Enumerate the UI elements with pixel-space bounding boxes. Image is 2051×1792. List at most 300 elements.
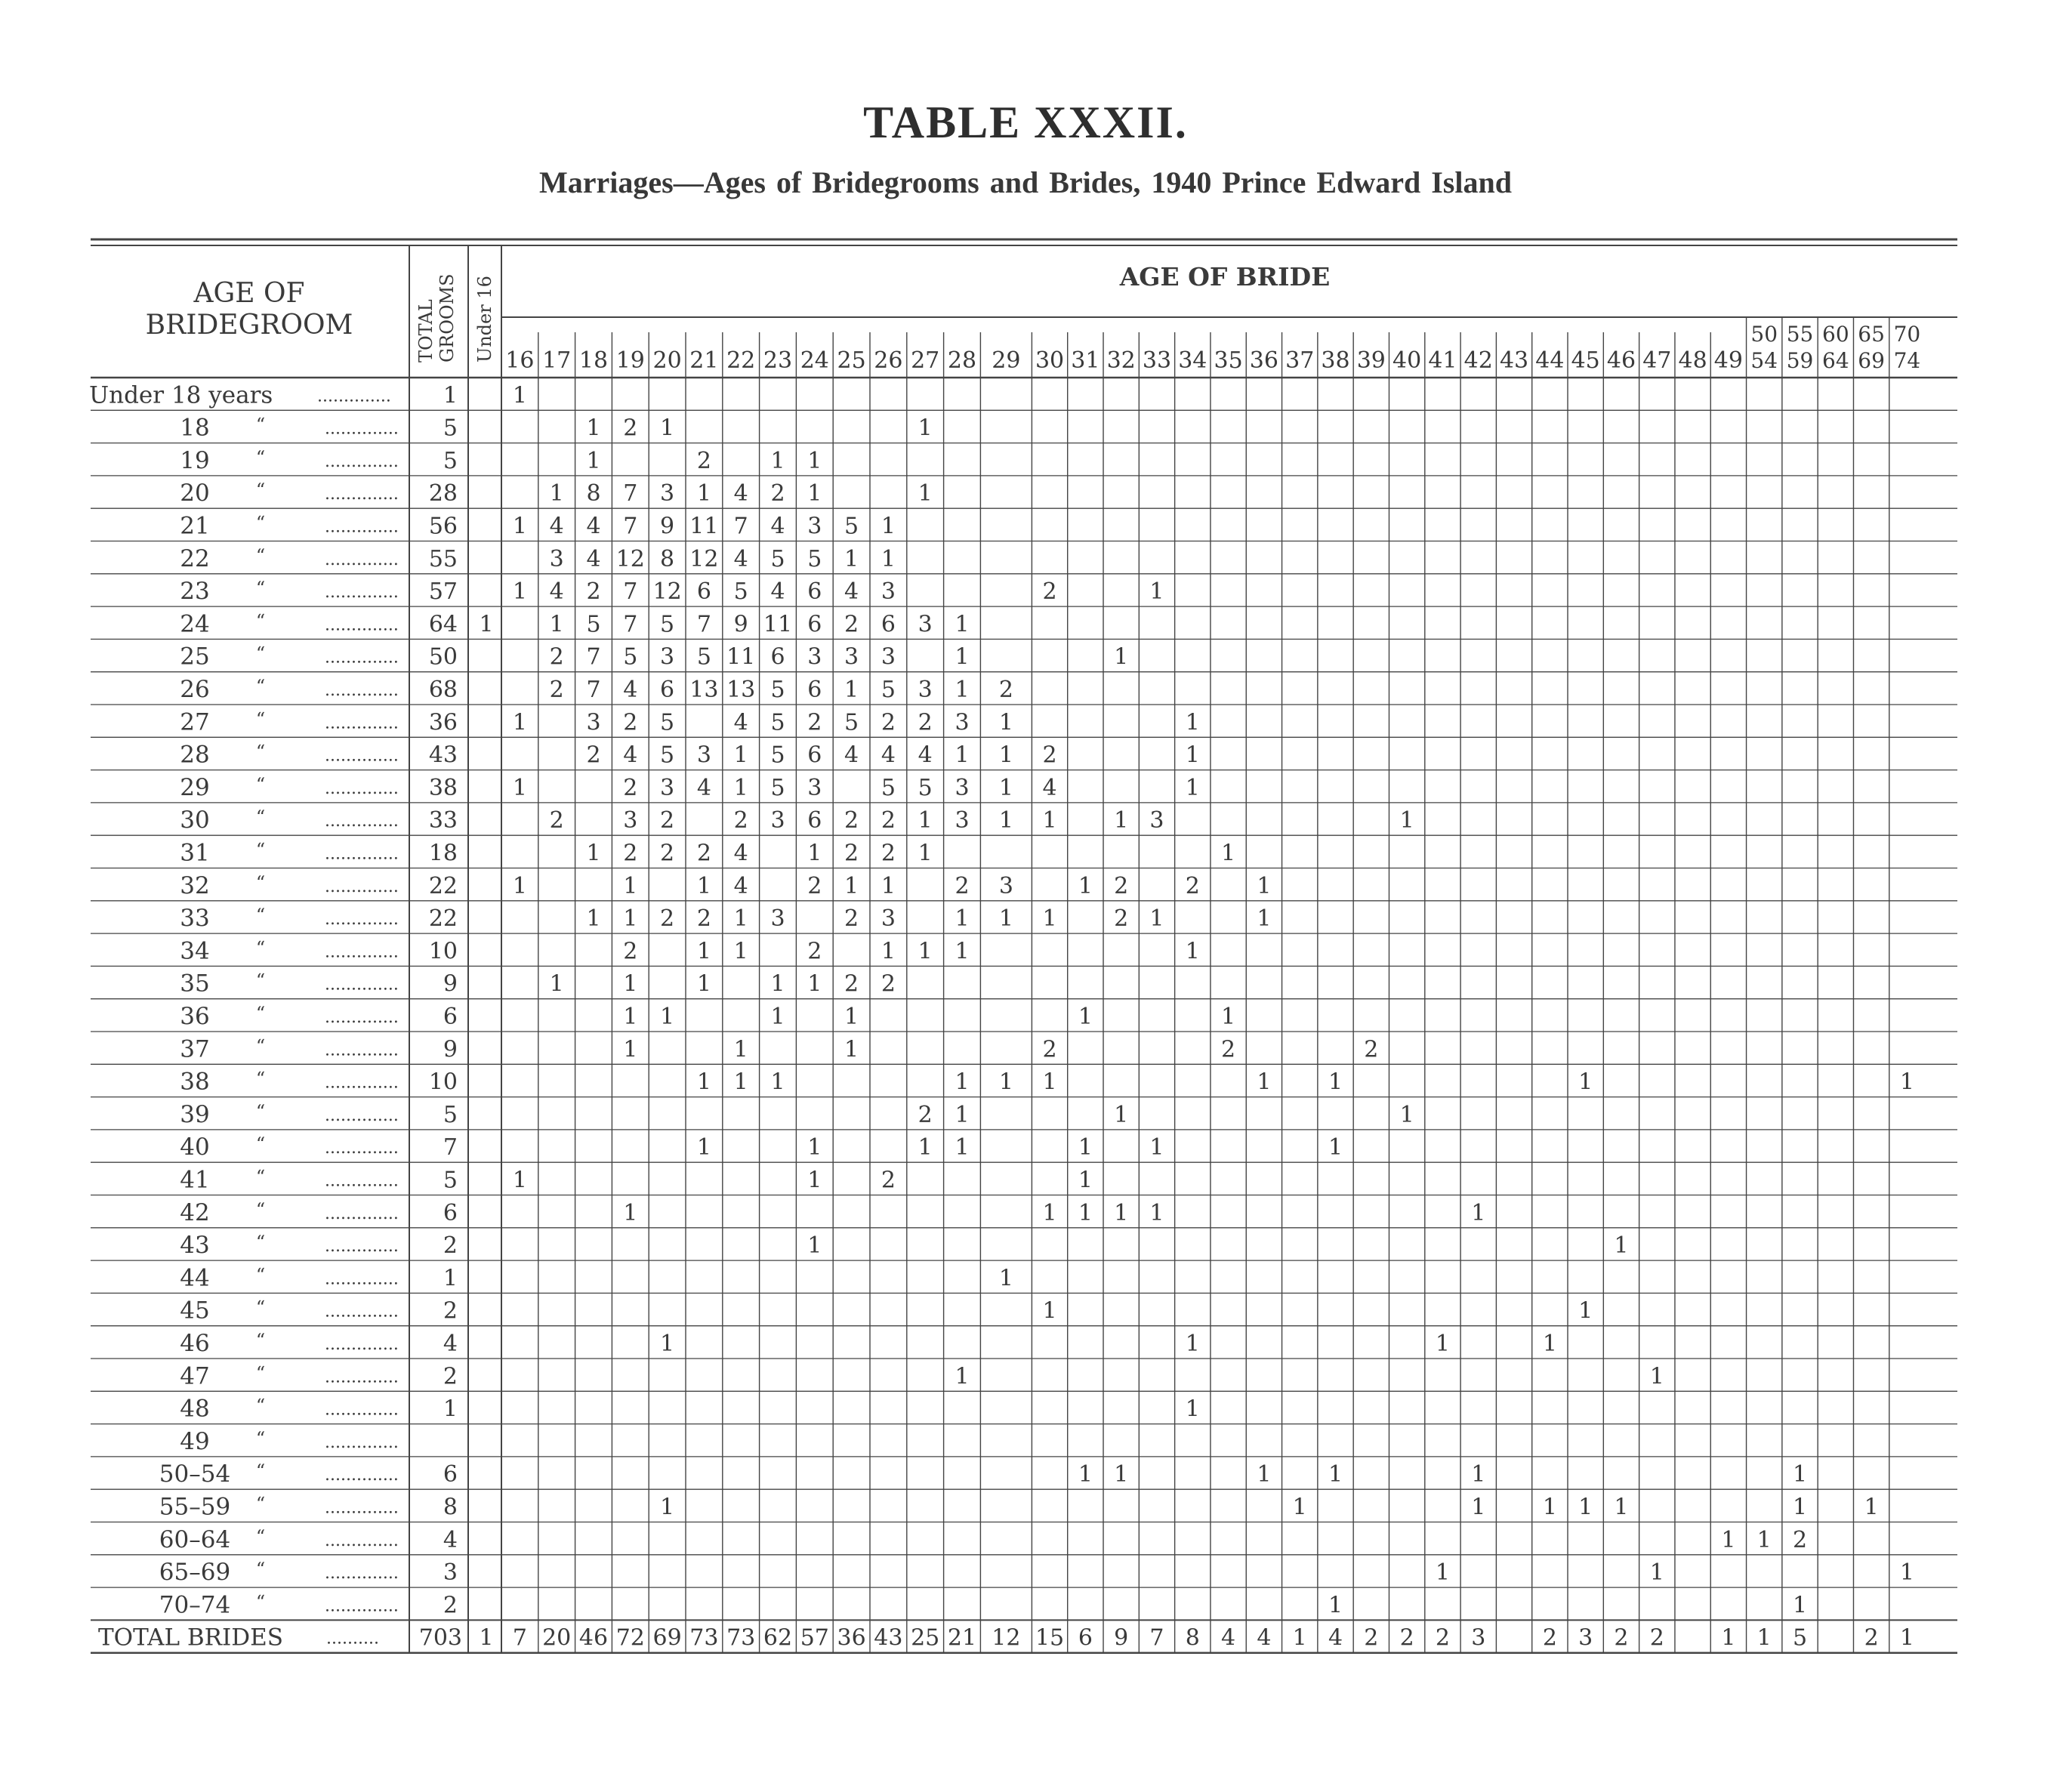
cell-value: 3 xyxy=(955,709,970,736)
cell-value: 5 xyxy=(733,578,748,606)
cell-value: 3 xyxy=(807,513,822,540)
cell-value: 2 xyxy=(660,905,675,933)
cell-value: 1 xyxy=(623,1004,638,1030)
total-brides-cell: 69 xyxy=(652,1624,682,1652)
groom-age-label: 35 xyxy=(180,970,210,998)
total-grooms-value: 7 xyxy=(443,1134,458,1161)
cell-value: 1 xyxy=(918,480,933,507)
groom-age-label: 48 xyxy=(180,1395,210,1423)
total-brides-cell: 2 xyxy=(1435,1624,1450,1652)
total-grooms-value: 28 xyxy=(428,480,458,507)
cell-value: 1 xyxy=(770,1069,785,1096)
ditto-mark: “ xyxy=(255,1493,266,1515)
total-grooms-value: 43 xyxy=(428,742,458,769)
cell-value: 2 xyxy=(623,774,638,801)
table-row xyxy=(180,1264,1013,1291)
total-grooms-value: 6 xyxy=(443,1199,458,1226)
cell-value: 1 xyxy=(1542,1331,1557,1357)
cell-value: 1 xyxy=(1185,1331,1200,1357)
total-grooms-value: 38 xyxy=(428,774,458,801)
cell-value: 1 xyxy=(955,742,970,769)
cell-value: 5 xyxy=(881,774,896,801)
groom-age-label: 55–59 xyxy=(159,1493,231,1521)
total-brides-cell: 20 xyxy=(542,1624,572,1652)
bride-age-col-header: 70 xyxy=(1893,322,1921,347)
total-brides-cell: 21 xyxy=(947,1624,977,1652)
total-grooms-value: 55 xyxy=(428,545,458,572)
bride-age-col-header: 40 xyxy=(1393,347,1422,374)
cell-value: 7 xyxy=(623,611,638,638)
cell-value: 2 xyxy=(549,643,564,671)
cell-value: 6 xyxy=(660,677,675,703)
cell-value: 5 xyxy=(696,643,711,671)
groom-age-label: 18 xyxy=(180,414,210,442)
cell-value: 3 xyxy=(881,905,896,933)
cell-value: 1 xyxy=(955,1363,970,1390)
cell-value: 1 xyxy=(807,447,822,474)
cell-value: 3 xyxy=(660,480,675,507)
total-grooms-value: 5 xyxy=(443,1101,458,1128)
cell-value: 1 xyxy=(1721,1526,1736,1553)
ditto-mark: “ xyxy=(255,480,266,501)
table-row xyxy=(180,937,1200,964)
cell-value: 7 xyxy=(623,513,638,540)
cell-value: 1 xyxy=(1042,1069,1057,1096)
cell-value: 1 xyxy=(1471,1461,1486,1488)
total-brides-cell: 8 xyxy=(1185,1624,1200,1652)
cell-value: 1 xyxy=(998,709,1013,736)
cell-value: 1 xyxy=(1399,1101,1414,1128)
cell-value: 1 xyxy=(733,1069,748,1096)
ditto-mark: “ xyxy=(255,1100,266,1122)
table-row xyxy=(180,480,932,507)
cell-value: 3 xyxy=(807,643,822,671)
cell-value: 1 xyxy=(998,905,1013,933)
total-brides-cell: 25 xyxy=(911,1624,940,1652)
table-row xyxy=(180,1167,1093,1194)
cell-value: 12 xyxy=(615,545,645,572)
total-grooms-value: 5 xyxy=(443,415,458,442)
leader-dots: .............. xyxy=(325,1498,399,1518)
cell-value: 2 xyxy=(1185,872,1200,899)
total-grooms-value: 57 xyxy=(428,578,458,606)
cell-value: 2 xyxy=(881,709,896,736)
table-row xyxy=(180,1428,399,1455)
cell-value: 3 xyxy=(660,774,675,801)
total-brides-cell: 7 xyxy=(512,1624,527,1652)
bride-age-col-header: 36 xyxy=(1249,347,1278,374)
ditto-mark: “ xyxy=(255,839,266,861)
cell-value: 1 xyxy=(1114,807,1129,834)
cell-value: 1 xyxy=(918,840,933,867)
cell-value: 1 xyxy=(955,905,970,933)
cell-value: 4 xyxy=(696,774,711,801)
table-row xyxy=(180,1035,1378,1063)
leader-dots: .............. xyxy=(325,517,399,537)
total-brides-cell: 15 xyxy=(1035,1624,1065,1652)
total-grooms-value: 64 xyxy=(428,611,458,638)
cell-value: 1 xyxy=(918,1134,933,1161)
ditto-mark: “ xyxy=(255,1362,266,1384)
total-grooms-value: 56 xyxy=(428,513,458,540)
groom-header-line1: AGE OF xyxy=(193,278,305,309)
cell-value: 1 xyxy=(586,905,601,933)
groom-age-label: 39 xyxy=(180,1100,210,1128)
bride-age-column-headers xyxy=(505,322,1920,374)
cell-value: 3 xyxy=(918,611,933,638)
ditto-mark: “ xyxy=(255,741,266,763)
cell-value: 1 xyxy=(1471,1494,1486,1521)
bride-age-col-header: 18 xyxy=(578,347,609,374)
cell-value: 1 xyxy=(844,1004,859,1030)
bride-age-col-header: 60 xyxy=(1822,322,1849,347)
total-brides-cell: 2 xyxy=(1542,1624,1557,1652)
leader-dots: .............. xyxy=(325,844,399,864)
ditto-mark: “ xyxy=(255,708,266,730)
groom-age-label: 38 xyxy=(180,1068,210,1096)
cell-value: 1 xyxy=(1185,742,1200,769)
cell-value: 6 xyxy=(807,742,822,769)
total-grooms-value: 9 xyxy=(443,970,458,998)
cell-value: 2 xyxy=(733,807,748,834)
cell-value: 2 xyxy=(844,840,859,867)
table-row xyxy=(180,1396,1200,1423)
groom-age-label: 19 xyxy=(180,446,210,474)
groom-age-label: 50–54 xyxy=(159,1460,231,1488)
cell-value: 1 xyxy=(955,938,970,965)
cell-value: 3 xyxy=(844,643,859,671)
cell-value: 3 xyxy=(998,872,1013,899)
ditto-mark: “ xyxy=(255,1166,266,1188)
cell-value: 2 xyxy=(660,807,675,834)
under16-total: 1 xyxy=(479,1624,494,1652)
leader-dots: .............. xyxy=(325,1171,399,1191)
cell-value: 1 xyxy=(1257,872,1272,899)
groom-age-label: 31 xyxy=(180,839,210,867)
bride-age-col-header: 16 xyxy=(505,347,535,374)
cell-value: 1 xyxy=(998,774,1013,801)
cell-value: 4 xyxy=(623,677,638,703)
bride-age-col-header: 65 xyxy=(1858,322,1885,347)
cell-value: 5 xyxy=(770,709,785,736)
cell-value: 6 xyxy=(807,611,822,638)
cell-value: 1 xyxy=(733,938,748,965)
bride-age-col-header: 24 xyxy=(800,347,829,374)
cell-value: 4 xyxy=(733,545,748,572)
ditto-mark: “ xyxy=(255,1035,266,1057)
cell-value: 1 xyxy=(733,1036,748,1063)
bride-age-col-header: 26 xyxy=(874,347,903,374)
groom-age-label: 25 xyxy=(180,643,210,671)
bride-age-col-header: 31 xyxy=(1071,347,1100,374)
bride-age-col-header: 69 xyxy=(1858,348,1885,373)
cell-value: 4 xyxy=(549,578,564,606)
cell-value: 1 xyxy=(1578,1069,1593,1096)
table-row xyxy=(89,381,527,409)
table-row xyxy=(159,1494,1879,1521)
bride-age-col-header: 33 xyxy=(1142,347,1172,374)
total-grooms-value: 4 xyxy=(443,1331,458,1357)
bride-age-col-header: 25 xyxy=(837,347,866,374)
total-grooms-value: 2 xyxy=(443,1363,458,1390)
leader-dots: .............. xyxy=(325,1204,399,1223)
cell-value: 1 xyxy=(844,1036,859,1063)
totals-label: TOTAL BRIDES xyxy=(98,1624,283,1652)
total-brides-cell: 1 xyxy=(1292,1624,1307,1652)
bride-age-col-header: 27 xyxy=(911,347,940,374)
cell-value: 1 xyxy=(1078,1461,1093,1488)
table-row xyxy=(180,1297,1593,1325)
cell-value: 7 xyxy=(586,643,601,671)
leader-dots: .............. xyxy=(325,942,399,962)
bride-age-col-header: 46 xyxy=(1606,347,1636,374)
cell-value: 11 xyxy=(689,513,719,540)
bride-age-header: AGE OF BRIDE xyxy=(1119,262,1331,291)
leader-dots: .............. xyxy=(317,387,391,406)
cell-value: 1 xyxy=(549,970,564,998)
cell-value: 1 xyxy=(1185,774,1200,801)
total-brides-cell: 43 xyxy=(874,1624,903,1652)
ditto-mark: “ xyxy=(255,807,266,828)
bride-age-col-header: 43 xyxy=(1499,347,1529,374)
groom-age-label: 65–69 xyxy=(159,1559,231,1587)
cell-value: 4 xyxy=(881,742,896,769)
cell-value: 1 xyxy=(1649,1363,1664,1390)
total-grooms-value: 2 xyxy=(443,1297,458,1325)
cell-value: 4 xyxy=(733,709,748,736)
cell-value: 6 xyxy=(807,807,822,834)
cell-value: 1 xyxy=(1471,1199,1486,1226)
cell-value: 7 xyxy=(623,578,638,606)
cell-value: 2 xyxy=(844,611,859,638)
table-row xyxy=(180,1232,1628,1259)
cell-value: 12 xyxy=(689,545,719,572)
cell-value: 5 xyxy=(844,709,859,736)
cell-value: 1 xyxy=(1114,643,1129,671)
leader-dots: .............. xyxy=(325,1269,399,1289)
groom-age-label: 42 xyxy=(180,1198,210,1226)
groom-age-label: 33 xyxy=(180,905,210,933)
cell-value: 1 xyxy=(1078,1199,1093,1226)
cell-value: 4 xyxy=(733,872,748,899)
cell-value: 1 xyxy=(1078,1167,1093,1194)
leader-dots: .............. xyxy=(325,1139,399,1158)
cell-value: 5 xyxy=(770,677,785,703)
cell-value: 1 xyxy=(955,1134,970,1161)
cell-value: 1 xyxy=(512,774,527,801)
bride-age-col-header: 17 xyxy=(542,347,572,374)
cell-value: 1 xyxy=(1185,709,1200,736)
total-grooms-value: 6 xyxy=(443,1461,458,1488)
leader-dots: .............. xyxy=(325,975,399,995)
groom-age-label: 47 xyxy=(180,1362,210,1390)
cell-value: 5 xyxy=(770,774,785,801)
total-brides-cell: 3 xyxy=(1578,1624,1593,1652)
cell-value: 2 xyxy=(918,709,933,736)
cell-value: 2 xyxy=(623,709,638,736)
cell-value: 4 xyxy=(586,545,601,572)
cell-value: 5 xyxy=(660,742,675,769)
cell-value: 11 xyxy=(726,643,756,671)
total-grooms-value: 10 xyxy=(428,938,458,965)
cell-value: 5 xyxy=(918,774,933,801)
cell-value: 1 xyxy=(955,1101,970,1128)
cell-value: 6 xyxy=(881,611,896,638)
cell-value: 2 xyxy=(844,970,859,998)
cell-value: 1 xyxy=(1328,1461,1343,1488)
cell-value: 1 xyxy=(998,1265,1013,1292)
leader-dots: .............. xyxy=(325,485,399,504)
total-grooms-value: 68 xyxy=(428,677,458,703)
cell-value: 2 xyxy=(881,840,896,867)
cell-value: 3 xyxy=(696,742,711,769)
cell-value: 1 xyxy=(1578,1297,1593,1325)
cell-value: 1 xyxy=(512,513,527,540)
bride-age-col-header: 44 xyxy=(1535,347,1565,374)
total-brides-cell: 36 xyxy=(837,1624,866,1652)
cell-value: 4 xyxy=(844,742,859,769)
cell-value: 1 xyxy=(1149,578,1164,606)
ditto-mark: “ xyxy=(255,446,266,468)
cell-value: 1 xyxy=(1185,1396,1200,1423)
cell-value: 1 xyxy=(1149,905,1164,933)
cell-value: 1 xyxy=(955,643,970,671)
total-grooms-value: 2 xyxy=(443,1232,458,1260)
cell-value: 3 xyxy=(1149,807,1164,834)
leader-dots: .............. xyxy=(325,1466,399,1485)
cell-value: 1 xyxy=(1114,1461,1129,1488)
groom-age-label: 60–64 xyxy=(159,1525,231,1553)
total-grooms-value: 5 xyxy=(443,1167,458,1194)
leader-dots: .............. xyxy=(325,1596,399,1616)
total-brides-cell: 2 xyxy=(1614,1624,1629,1652)
leader-dots: .......... xyxy=(326,1629,379,1649)
cell-value: 6 xyxy=(770,643,785,671)
cell-value: 1 xyxy=(1078,1134,1093,1161)
cell-value: 7 xyxy=(696,611,711,638)
cell-value: 13 xyxy=(689,677,719,703)
bride-age-col-header: 39 xyxy=(1356,347,1386,374)
cell-value: 1 xyxy=(1792,1494,1808,1521)
cell-value: 1 xyxy=(1792,1461,1808,1488)
total-brides-cell: 12 xyxy=(992,1624,1021,1652)
total-grooms-header-line1: TOTAL xyxy=(415,299,436,362)
leader-dots: .............. xyxy=(325,779,399,798)
cell-value: 1 xyxy=(696,872,711,899)
groom-age-label: 70–74 xyxy=(159,1591,231,1619)
total-grooms-value: 9 xyxy=(443,1036,458,1063)
total-brides-cell: 1 xyxy=(1721,1624,1736,1652)
leader-dots: .............. xyxy=(325,419,399,439)
cell-value: 1 xyxy=(770,447,785,474)
ditto-mark: “ xyxy=(255,610,266,632)
cell-value: 5 xyxy=(586,611,601,638)
bride-age-col-header: 34 xyxy=(1178,347,1207,374)
total-grooms-value: 18 xyxy=(428,840,458,867)
leader-dots: .............. xyxy=(325,648,399,668)
leader-dots: .............. xyxy=(325,583,399,603)
cell-value: 2 xyxy=(844,807,859,834)
cell-value: 1 xyxy=(549,611,564,638)
leader-dots: .............. xyxy=(325,910,399,930)
cell-value: 2 xyxy=(918,1101,933,1128)
cell-value: 1 xyxy=(1292,1494,1307,1521)
table-row xyxy=(180,708,1200,736)
groom-age-label: 32 xyxy=(180,871,210,899)
cell-value: 1 xyxy=(586,415,601,442)
cell-value: 5 xyxy=(660,709,675,736)
leader-dots: .............. xyxy=(325,1433,399,1452)
total-grooms-value: 2 xyxy=(443,1592,458,1619)
bride-age-col-header: 50 xyxy=(1750,322,1778,347)
cell-value: 3 xyxy=(660,643,675,671)
cell-value: 4 xyxy=(844,578,859,606)
ditto-mark: “ xyxy=(255,1559,266,1581)
bride-age-col-header: 30 xyxy=(1035,347,1065,374)
cell-value: 4 xyxy=(733,480,748,507)
cell-value: 1 xyxy=(1649,1559,1664,1587)
cell-value: 3 xyxy=(881,643,896,671)
bride-age-col-header: 22 xyxy=(726,347,756,374)
table-row xyxy=(180,1133,1343,1161)
cell-value: 1 xyxy=(844,545,859,572)
cell-value: 1 xyxy=(1614,1232,1629,1260)
cell-value: 1 xyxy=(1042,1297,1057,1325)
cell-value: 7 xyxy=(733,513,748,540)
cell-value: 1 xyxy=(660,1331,675,1357)
total-grooms-value: 10 xyxy=(428,1069,458,1096)
total-brides-cell: 1 xyxy=(1756,1624,1772,1652)
ditto-mark: “ xyxy=(255,643,266,665)
cell-value: 2 xyxy=(586,578,601,606)
cell-value: 1 xyxy=(807,1232,822,1260)
ditto-mark: “ xyxy=(255,1003,266,1024)
cell-value: 1 xyxy=(1078,1004,1093,1030)
leader-dots: .............. xyxy=(325,1335,399,1354)
total-brides-cell: 1 xyxy=(1899,1624,1914,1652)
cell-value: 4 xyxy=(549,513,564,540)
total-brides-cell: 62 xyxy=(763,1624,793,1652)
cell-value: 2 xyxy=(696,840,711,867)
cell-value: 5 xyxy=(881,677,896,703)
ditto-mark: “ xyxy=(255,578,266,600)
table-row xyxy=(180,676,1013,703)
bride-age-col-header: 48 xyxy=(1678,347,1707,374)
bride-age-col-header: 74 xyxy=(1893,348,1921,373)
table-row xyxy=(180,1069,1914,1096)
cell-value: 1 xyxy=(1185,938,1200,965)
groom-age-label: 28 xyxy=(180,741,210,769)
cell-value: 2 xyxy=(807,872,822,899)
cell-value: 3 xyxy=(807,774,822,801)
cell-value: 6 xyxy=(807,677,822,703)
bride-age-col-header: 37 xyxy=(1285,347,1315,374)
cell-value: 8 xyxy=(660,545,675,572)
table-subtitle: Marriages—Ages of Bridegrooms and Brides, 1940 Prince Edward Island xyxy=(539,165,1512,199)
ditto-mark: “ xyxy=(255,676,266,697)
cell-value: 1 xyxy=(1149,1199,1164,1226)
cell-value: 1 xyxy=(1078,872,1093,899)
cell-value: 1 xyxy=(1257,1069,1272,1096)
cell-value: 1 xyxy=(733,774,748,801)
cell-value: 1 xyxy=(1221,1004,1236,1030)
table-row xyxy=(159,1460,1807,1488)
groom-age-label: 36 xyxy=(180,1003,210,1030)
table-row xyxy=(159,1591,1807,1618)
total-grooms-value: 4 xyxy=(443,1526,458,1553)
cell-value: 4 xyxy=(1042,774,1057,801)
cell-value: 5 xyxy=(623,643,638,671)
